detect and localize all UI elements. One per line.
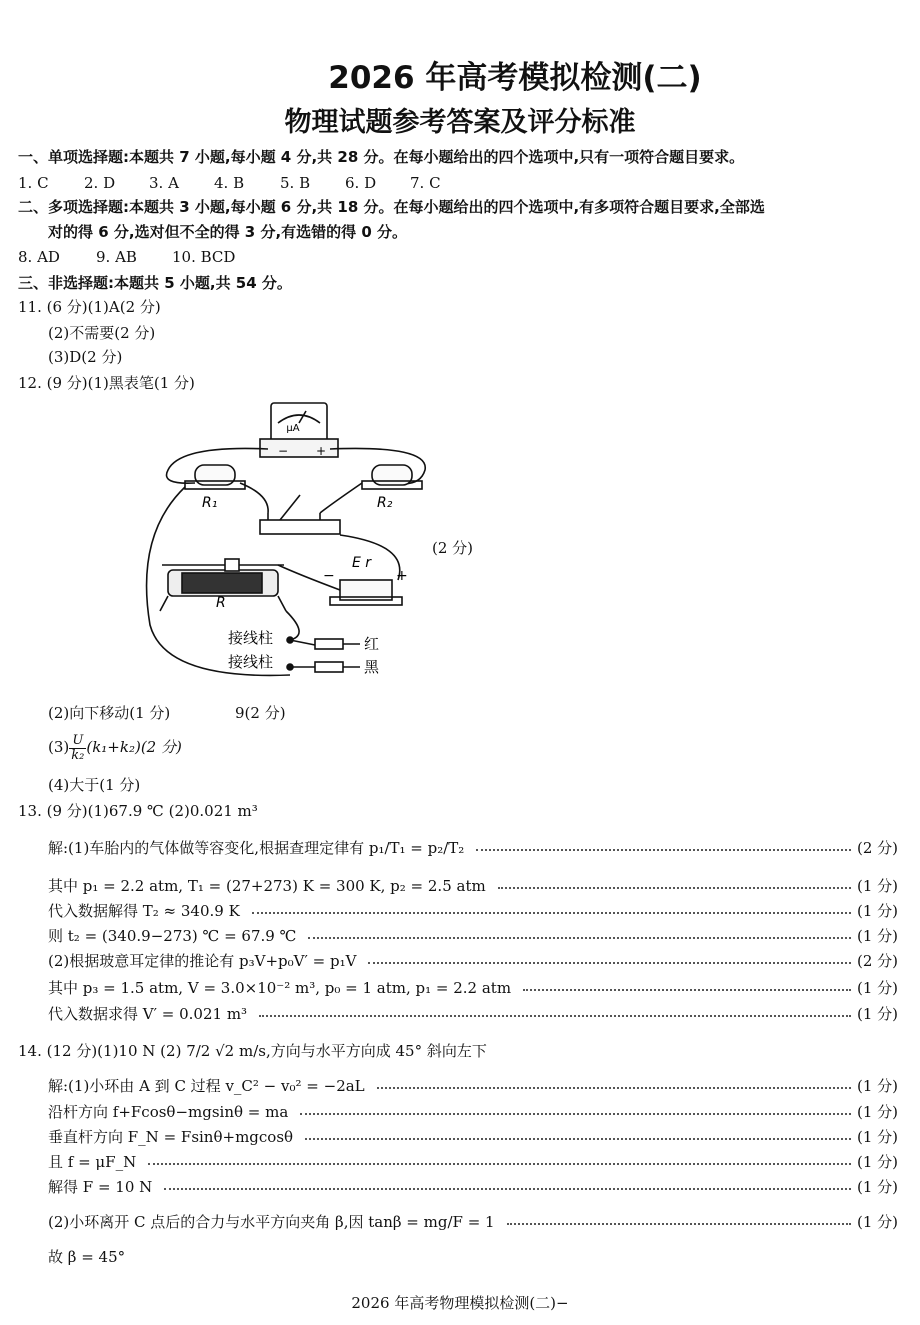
q11-line2: (2)不需要(2 分) bbox=[48, 324, 156, 342]
leader-dots bbox=[164, 1188, 851, 1190]
leader-dots bbox=[308, 937, 851, 939]
q12-line4: (4)大于(1 分) bbox=[48, 776, 141, 794]
q13-row-3 bbox=[48, 899, 898, 921]
leader-dots bbox=[259, 1015, 851, 1017]
q12-line3-prefix: (3) bbox=[48, 738, 70, 756]
terminal-1-label: 接线柱 bbox=[228, 629, 274, 647]
q13-row-1-points: (2 分) bbox=[856, 838, 898, 857]
q13-row-2 bbox=[48, 874, 898, 896]
q14-row-5-text: 解得 F = 10 N bbox=[48, 1177, 153, 1196]
q13-row-4-points: (1 分) bbox=[856, 926, 898, 945]
q14-row-3 bbox=[48, 1125, 898, 1147]
q14-row-6-points: (1 分) bbox=[856, 1212, 898, 1231]
q13-row-3-text: 代入数据解得 T₂ ≈ 340.9 K bbox=[48, 901, 240, 920]
q13-row-5-points: (2 分) bbox=[856, 951, 898, 970]
r1-label: R₁ bbox=[202, 495, 218, 511]
q13-row-4-text: 则 t₂ = (340.9−273) ℃ = 67.9 ℃ bbox=[48, 926, 297, 945]
leader-dots bbox=[476, 849, 851, 851]
leader-dots bbox=[498, 887, 851, 889]
q13-row-7-points: (1 分) bbox=[856, 1004, 898, 1023]
page-title: 2026 年高考模拟检测(二) bbox=[328, 60, 702, 96]
q12-line2b: 9(2 分) bbox=[235, 704, 286, 722]
answer-9: 9. AB bbox=[96, 248, 137, 266]
q13-row-7-text: 代入数据求得 V′ = 0.021 m³ bbox=[48, 1004, 248, 1023]
q13-row-6-text: 其中 p₃ = 1.5 atm, V = 3.0×10⁻² m³, p₀ = 1 atm, p₁ = 2.2 atm bbox=[48, 978, 512, 997]
q13-row-5 bbox=[48, 949, 898, 971]
answer-6: 6. D bbox=[345, 174, 377, 192]
q12-diagram-points: (2 分) bbox=[432, 539, 474, 557]
page-footer: 2026 年高考物理模拟检测(二)− bbox=[351, 1294, 569, 1312]
q14-row-2-text: 沿杆方向 f+Fcosθ−mgsinθ = ma bbox=[48, 1102, 289, 1121]
q13-row-2-points: (1 分) bbox=[856, 876, 898, 895]
answer-5: 5. B bbox=[280, 174, 311, 192]
leader-dots bbox=[252, 912, 851, 914]
q12-line2a: (2)向下移动(1 分) bbox=[48, 704, 171, 722]
meter-plus: + bbox=[316, 444, 327, 458]
answer-2: 2. D bbox=[84, 174, 116, 192]
q14-row-3-text: 垂直杆方向 F_N = Fsinθ+mgcosθ bbox=[48, 1127, 294, 1146]
q13-row-7 bbox=[48, 1002, 898, 1024]
leader-dots bbox=[300, 1113, 851, 1115]
q14-row-5-points: (1 分) bbox=[856, 1177, 898, 1196]
answer-3: 3. A bbox=[149, 174, 179, 192]
section2-heading-2: 对的得 6 分,选对但不全的得 3 分,有选错的得 0 分。 bbox=[48, 223, 408, 241]
battery-minus: − bbox=[323, 568, 335, 584]
leader-dots bbox=[305, 1138, 851, 1140]
q13-row-5-text: (2)根据玻意耳定律的推论有 p₃V+p₀V′ = p₁V bbox=[48, 951, 357, 970]
q12-fraction bbox=[69, 734, 86, 763]
section3-heading: 三、非选择题:本题共 5 小题,共 54 分。 bbox=[18, 274, 292, 292]
q13-header: 13. (9 分)(1)67.9 ℃ (2)0.021 m³ bbox=[18, 802, 258, 820]
black-probe-label: 黑 bbox=[364, 658, 380, 676]
q11-line1: 11. (6 分)(1)A(2 分) bbox=[18, 298, 161, 316]
q14-row-3-points: (1 分) bbox=[856, 1127, 898, 1146]
section1-heading: 一、单项选择题:本题共 7 小题,每小题 4 分,共 28 分。在每小题给出的四个选项中,只有一项符合题目要求。 bbox=[18, 148, 745, 166]
q14-row-1-points: (1 分) bbox=[856, 1076, 898, 1095]
q12-fraction-den: k₂ bbox=[71, 747, 85, 763]
q14-row-6 bbox=[48, 1210, 898, 1232]
terminal-2-label: 接线柱 bbox=[228, 653, 274, 671]
answer-10: 10. BCD bbox=[172, 248, 236, 266]
leader-dots bbox=[368, 962, 851, 964]
answer-8: 8. AD bbox=[18, 248, 60, 266]
section2-heading-1: 二、多项选择题:本题共 3 小题,每小题 6 分,共 18 分。在每小题给出的四个选项中,有多项符合题目要求,全部选 bbox=[18, 198, 765, 216]
meter-label: μA bbox=[286, 423, 300, 434]
leader-dots bbox=[148, 1163, 851, 1165]
answer-4: 4. B bbox=[214, 174, 245, 192]
q14-row-6-text: (2)小环离开 C 点后的合力与水平方向夹角 β,因 tanβ = mg/F = 1 bbox=[48, 1212, 495, 1231]
q13-row-6-points: (1 分) bbox=[856, 978, 898, 997]
q14-row-5 bbox=[48, 1175, 898, 1197]
battery-label: E r bbox=[352, 555, 372, 571]
battery-plus: + bbox=[396, 568, 408, 584]
leader-dots bbox=[507, 1223, 851, 1225]
leader-dots bbox=[523, 989, 851, 991]
page-subtitle: 物理试题参考答案及评分标准 bbox=[284, 107, 636, 138]
q12-line3-suffix: (k₁+k₂)(2 分) bbox=[86, 738, 182, 756]
q13-row-2-text: 其中 p₁ = 2.2 atm, T₁ = (27+273) K = 300 K, p₂ = 2.5 atm bbox=[48, 876, 486, 895]
q14-row-2 bbox=[48, 1100, 898, 1122]
q14-row-1 bbox=[48, 1074, 898, 1096]
q14-row-4-points: (1 分) bbox=[856, 1152, 898, 1171]
answer-1: 1. C bbox=[18, 174, 49, 192]
rheostat-label: R bbox=[216, 595, 226, 611]
meter-minus: − bbox=[278, 444, 289, 458]
r2-label: R₂ bbox=[377, 495, 393, 511]
red-probe-label: 红 bbox=[364, 635, 380, 653]
q12-line1: 12. (9 分)(1)黑表笔(1 分) bbox=[18, 374, 195, 392]
q12-line3 bbox=[48, 730, 182, 764]
q13-row-4 bbox=[48, 924, 898, 946]
q12-fraction-num: U bbox=[69, 734, 86, 749]
circuit-diagram bbox=[140, 395, 440, 690]
answer-7: 7. C bbox=[410, 174, 441, 192]
q14-row-4 bbox=[48, 1150, 898, 1172]
q11-line3: (3)D(2 分) bbox=[48, 348, 123, 366]
q14-last: 故 β = 45° bbox=[48, 1248, 126, 1266]
q14-header: 14. (12 分)(1)10 N (2) 7/2 √2 m/s,方向与水平方向成 45° 斜向左下 bbox=[18, 1042, 487, 1060]
q13-row-3-points: (1 分) bbox=[856, 901, 898, 920]
q14-row-1-text: 解:(1)小环由 A 到 C 过程 v_C² − v₀² = −2aL bbox=[48, 1076, 365, 1095]
q14-row-2-points: (1 分) bbox=[856, 1102, 898, 1121]
leader-dots bbox=[377, 1087, 851, 1089]
q13-row-6 bbox=[48, 976, 898, 998]
q13-row-1-text: 解:(1)车胎内的气体做等容变化,根据查理定律有 p₁/T₁ = p₂/T₂ bbox=[48, 838, 465, 857]
q14-row-4-text: 且 f = μF_N bbox=[48, 1152, 137, 1171]
q13-row-1 bbox=[48, 836, 898, 858]
